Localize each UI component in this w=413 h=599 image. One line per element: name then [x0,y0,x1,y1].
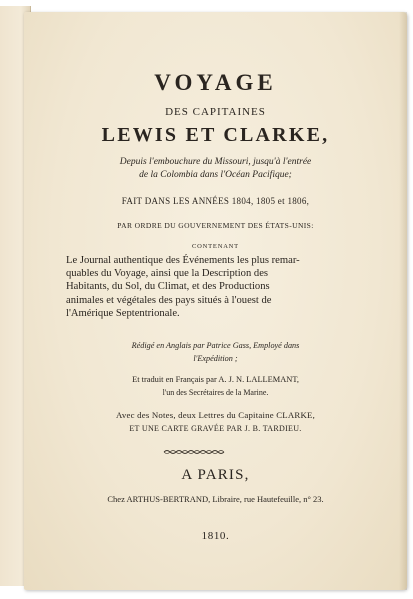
years-line: FAIT DANS LES ANNÉES 1804, 1805 et 1806, [121,196,310,206]
contents-paragraph [66,254,366,320]
notes-line-1: Avec des Notes, deux Lettres du Capitaine CLARKE, [116,410,315,420]
subtitle-des: DES CAPITAINES [165,106,266,118]
redige-line-2: l'Expédition ; [193,354,238,363]
contents-line: Le Journal authentique des Événements les plus remar- [66,255,300,266]
contents-line: animales et végétales des pays situés à l'ouest de [66,294,272,306]
subtitle-names: LEWIS ET CLARKE, [101,124,330,146]
traduit-line-1: Et traduit en Français par A. J. N. LALLEMANT, [132,375,299,384]
contents-line: l'Amérique Septentrionale. [66,307,180,319]
route-line-2: de la Colombia dans l'Océan Pacifique; [139,170,292,180]
redige-line-1: Rédigé en Anglais par Patrice Gass, Employé dans [131,341,300,350]
contents-line: quables du Voyage, ainsi que la Description des [66,268,269,280]
contents-line: Habitants, du Sol, du Climat, et des Productions [66,281,270,293]
contenant-label: CONTENANT [192,243,239,250]
order-line: PAR ORDRE DU GOUVERNEMENT DES ÉTATS-UNIS: [117,221,314,230]
notes-line-2: ET UNE CARTE GRAVÉE PAR J. B. TARDIEU. [129,424,302,433]
ornament-rule [163,449,225,455]
publisher-line: Chez ARTHUS-BERTRAND, Libraire, rue Hautefeuille, n° 23. [107,494,324,504]
traduit-line-2: l'un des Secrétaires de la Marine. [162,388,269,397]
publication-year: 1810. [201,530,230,542]
route-line-1: Depuis l'embouchure du Missouri, jusqu'à l'entrée [119,157,312,167]
city: A PARIS, [181,467,250,483]
title: VOYAGE [154,70,277,95]
